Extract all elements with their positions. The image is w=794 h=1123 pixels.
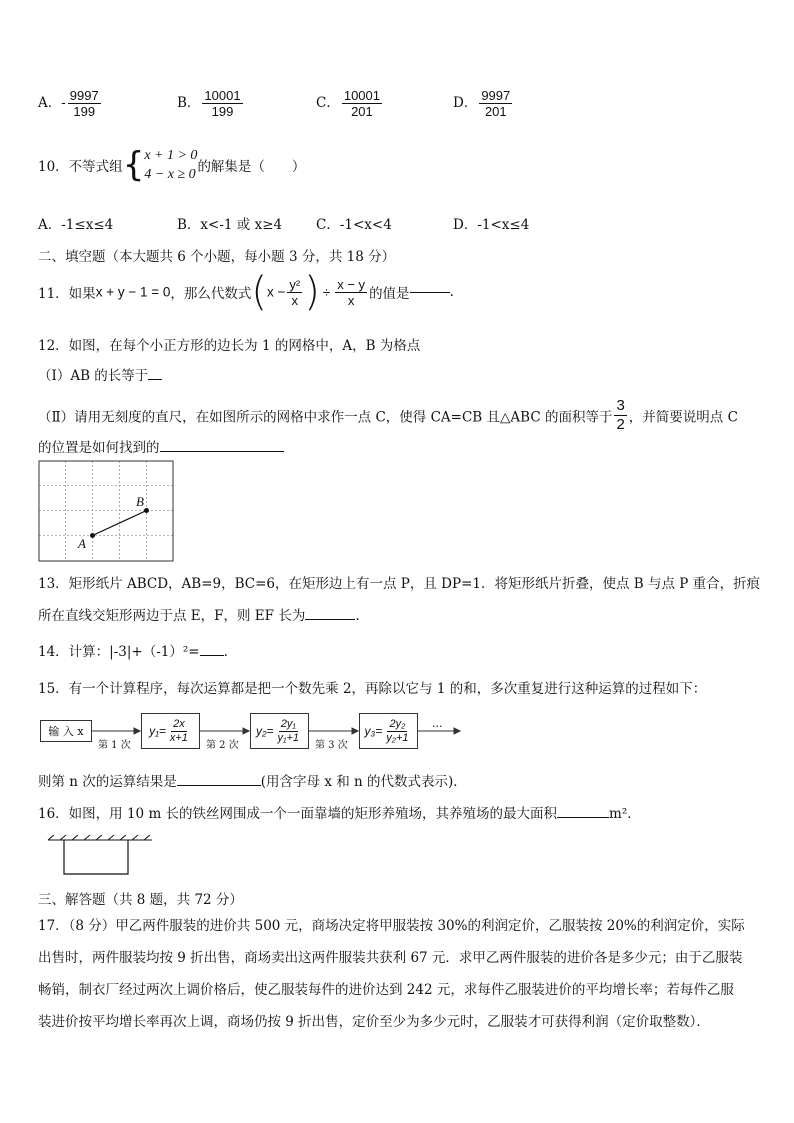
left-paren-icon: ( [251,269,267,315]
answer-blank[interactable] [177,784,261,786]
denominator: y₂+1 [386,731,409,744]
q16-unit: m²． [609,806,641,822]
option-label: C． [316,217,340,233]
flow-input-box: 输 入 x [40,720,92,742]
option-text: -1≤x≤4 [61,217,114,233]
period: . [355,608,360,624]
option-label: B． [177,95,201,111]
fraction [202,88,242,119]
q11-expr-x: x − [266,284,286,300]
box-1-var: y₁= [149,724,166,738]
q17-line3: 畅销，制衣厂经过两次上调价格后，使乙服装每件的进价达到 242 元，求每件乙服装进价的平均增长率；若每件乙服 [38,982,734,998]
q16-question [38,802,641,822]
q13-line2 [38,604,360,624]
flow-box-2 [250,713,309,749]
q12-part1-text: （Ⅰ）AB 的长等于 [38,368,149,384]
q16-text: 16．如图，用 10 m 长的铁丝网围成一个一面靠墙的矩形养殖场，其养殖场的最大面积 [38,806,558,822]
q15-answer-text: 则第 n 次的运算结果是 [38,774,177,790]
denominator: 2 [616,416,625,433]
point-a [90,533,95,538]
q13-line1: 13．矩形纸片 ABCD，AB=9，BC=6，在矩形边上有一点 P，且 DP=1．将矩形纸片折叠，使点 B 与点 P 重合，折痕 [38,576,761,592]
q9-option-c [316,88,384,119]
q10-option-c [316,213,392,233]
arrow-head-2 [243,728,249,734]
fraction [68,88,101,119]
option-label: A． [38,217,62,233]
numerator: 2y₁ [280,717,296,730]
q12-part2 [38,397,738,434]
q15-answer-text-b: (用含字母 x 和 n 的代数式表示)． [260,774,467,790]
fraction [276,718,302,745]
period: . [223,644,228,660]
fraction-2 [335,277,367,308]
q10-option-b [177,213,282,233]
answer-blank[interactable] [305,618,355,620]
divide-sign: ÷ [322,284,331,300]
q11-condition: x + y − 1 = 0 [95,284,171,300]
q9-option-a [38,88,103,119]
grid-border [39,461,173,561]
wall-hatch [48,835,152,840]
q11-mid: ，那么代数式 [170,286,252,302]
q10-option-d [453,213,529,233]
flow-box-3 [359,713,418,749]
numerator: 10001 [343,88,380,103]
numerator: 3 [616,397,625,414]
numerator: 2x [173,717,185,730]
option-label: B． [177,217,201,233]
q9-option-d [453,88,514,119]
q17-line1: 17．（8 分）甲乙两件服装的进价共 500 元，商场决定将甲服装按 30%的利润定价，乙服装按 20%的利润定价，实际 [38,918,745,934]
answer-blank[interactable] [148,378,162,380]
fraction-three-halves [614,397,626,434]
arrow-head-3 [352,728,358,734]
ellipsis: ··· [432,720,443,733]
q12-part1 [38,364,162,384]
label-a: A [78,536,86,551]
denominator: y₁+1 [277,731,300,744]
answer-blank[interactable] [200,654,224,656]
option-label: C． [316,95,340,111]
q13-text: 所在直线交矩形两边于点 E，F，则 EF 长为 [38,608,306,624]
q10-suffix: 的解集是（ ） [197,159,306,175]
section-2-title: 二、填空题（本大题共 6 个小题，每小题 3 分，共 18 分） [38,249,396,265]
answer-blank[interactable] [410,291,450,293]
q12-part2-line2 [38,436,284,456]
q10-option-a [38,213,113,233]
denominator: 199 [73,104,96,119]
q11-question [38,269,454,315]
fraction [479,88,512,119]
q11-prefix: 11．如果 [38,286,96,302]
q10-prefix: 10．不等式组 [38,159,123,175]
inequality-system [123,146,198,184]
q11-suffix: 的值是 [369,286,410,302]
numerator: y² [289,276,301,292]
fraction [342,88,382,119]
step-1-label: 第 1 次 [98,740,131,751]
q12-part2-text-c: 的位置是如何找到的 [38,440,160,456]
brace-icon: { [122,145,145,185]
option-label: D． [453,95,478,111]
answer-blank[interactable] [557,816,609,818]
step-3-label: 第 3 次 [315,740,348,751]
denominator: 201 [484,104,507,119]
option-text: -1<x≤4 [477,217,530,233]
option-label: A． [38,95,62,111]
inequality-rows [144,146,197,184]
denominator: x+1 [169,731,188,744]
minus-sign: - [61,95,66,110]
step-2-label: 第 2 次 [206,740,239,751]
numerator: x − y [337,276,366,292]
flow-box-1 [141,713,200,749]
label-b: B [136,494,144,509]
fraction [384,718,410,745]
wall-figure [40,832,160,878]
answer-blank[interactable] [160,450,284,452]
q14-text: 14．计算：|-3|+（-1）²= [38,644,200,660]
denominator: 199 [211,104,234,119]
fraction [168,718,190,745]
arrow-head-4 [454,728,460,734]
q12-part2-text-b: ，并简要说明点 C [628,409,738,426]
arrow-head-1 [134,728,140,734]
right-paren-icon: ) [304,269,320,315]
numerator: 9997 [69,88,99,103]
numerator: 9997 [481,88,511,103]
option-text: -1<x<4 [339,217,392,233]
option-text: x<-1 或 x≥4 [200,217,283,233]
q17-line4: 装进价按平均增长率再次上调，商场仍按 9 折出售，定价至少为多少元时，乙服装才可获得利润（定价取整数）． [38,1014,710,1030]
fraction-1 [287,277,302,308]
numerator: 10001 [204,88,241,103]
denominator: 201 [351,104,373,119]
q10-question [38,146,305,184]
q15-question: 15．有一个计算程序，每次运算都是把一个数先乘 2，再除以它与 1 的和，多次重复进行这种运算的过程如下： [38,681,707,697]
numerator: 2y₂ [389,717,406,730]
q15-answer [38,770,467,790]
box-3-var: y₃= [364,724,383,738]
period: . [449,284,454,300]
q17-line2: 出售时，两件服装均按 9 折出售，商场卖出这两件服装共获利 67 元．求甲乙两件服装的进价各是多少元；由于乙服装 [38,950,743,966]
section-3-title: 三、解答题（共 8 题，共 72 分） [38,892,243,908]
box-2-var: y₂= [255,724,274,738]
inequality-1: x + 1 > 0 [144,148,198,163]
grid-figure [38,460,174,562]
q12-line1: 12．如图，在每个小正方形的边长为 1 的网格中，A，B 为格点 [38,338,421,354]
q14-question [38,640,228,660]
fence-rectangle [64,840,128,874]
q9-option-b [177,88,245,119]
inequality-2: 4 − x ≥ 0 [144,167,196,182]
q12-part2-text: （Ⅱ）请用无刻度的直尺，在如图所示的网格中求作一点 C，使得 CA=CB 且△ABC 的面积等于 [38,409,613,426]
denominator: x [347,292,355,308]
grid-lines [39,461,173,561]
option-label: D． [453,217,478,233]
denominator: x [291,292,299,308]
point-b [144,508,149,513]
